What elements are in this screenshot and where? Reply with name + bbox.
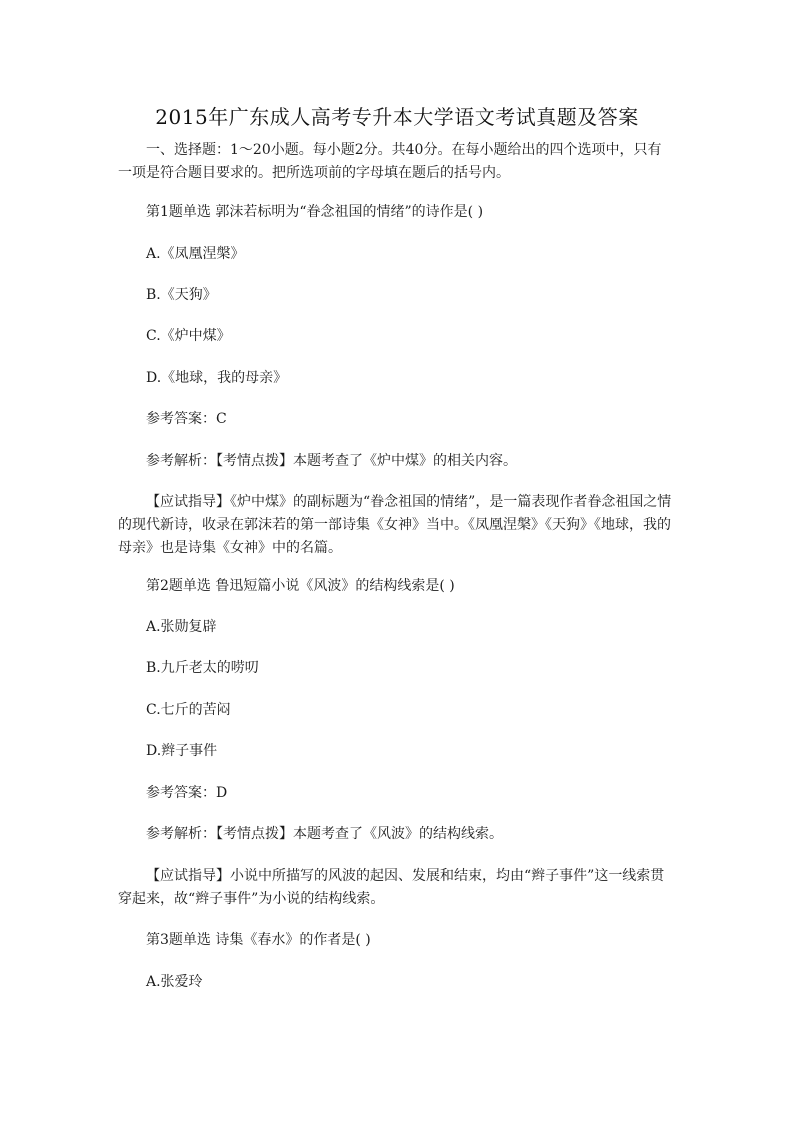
question-1-stem: 第1题单选 郭沫若标明为“眷念祖国的情绪”的诗作是( ) bbox=[146, 204, 484, 220]
section-intro: 一、选择题：1～20小题。每小题2分。共40分。在每小题给出的四个选项中，只有一项是符合题目要求的。把所选项前的字母填在题后的括号内。 bbox=[118, 142, 662, 181]
question-3-option-a: A.张爱玲 bbox=[146, 974, 203, 990]
question-1-guide: 【应试指导】《炉中煤》的副标题为“眷念祖国的情绪”，是一篇表现作者眷念祖国之情的现代新诗，收录在郭沫若的第一部诗集《女神》当中。《凤凰涅槃》《天狗》《地球，我的母亲》也是诗集《女神》中的名篇。 bbox=[118, 494, 672, 556]
question-1-analysis: 参考解析：【考情点拨】本题考查了《炉中煤》的相关内容。 bbox=[146, 453, 517, 469]
question-1-option-a: A.《凤凰涅槃》 bbox=[146, 246, 245, 262]
question-2-option-d: D.辫子事件 bbox=[146, 743, 218, 759]
question-1-option-c: C.《炉中煤》 bbox=[146, 328, 231, 344]
question-1-answer: 参考答案：C bbox=[146, 411, 227, 427]
question-2-stem: 第2题单选 鲁迅短篇小说《风波》的结构线索是( ) bbox=[146, 578, 455, 594]
question-3-stem: 第3题单选 诗集《春水》的作者是( ) bbox=[146, 932, 371, 948]
question-2-answer: 参考答案：D bbox=[146, 785, 228, 801]
document-title: 2015年广东成人高考专升本大学语文考试真题及答案 bbox=[155, 105, 639, 129]
question-1-option-d: D.《地球，我的母亲》 bbox=[146, 370, 288, 386]
question-2-option-c: C.七斤的苦闷 bbox=[146, 702, 231, 718]
question-2-guide: 【应试指导】小说中所描写的风波的起因、发展和结束，均由“辫子事件”这一线索贯穿起来，故“辫子事件”为小说的结构线索。 bbox=[118, 868, 665, 907]
question-2-option-a: A.张勋复辟 bbox=[146, 619, 217, 635]
question-2-analysis: 参考解析：【考情点拨】本题考查了《风波》的结构线索。 bbox=[146, 826, 503, 842]
question-1-option-b: B.《天狗》 bbox=[146, 287, 217, 303]
question-2-option-b: B.九斤老太的唠叨 bbox=[146, 660, 259, 676]
